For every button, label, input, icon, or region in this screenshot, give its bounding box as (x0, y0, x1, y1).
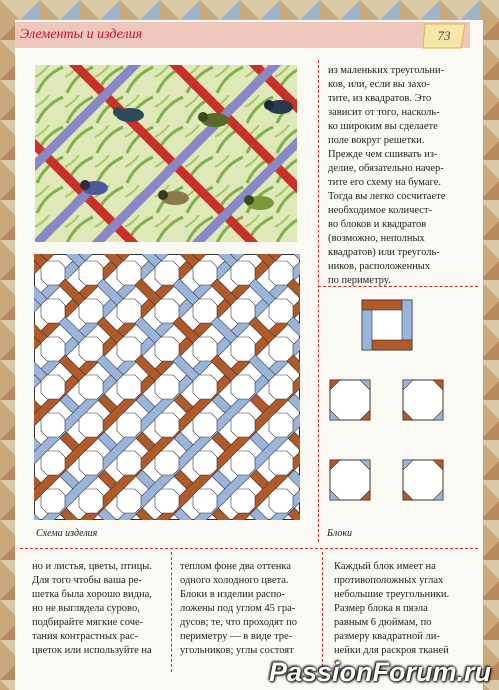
text-line: Размер блока в пяэла (334, 603, 428, 614)
text-line: ко широким вы сделаете (328, 121, 438, 132)
column-divider (318, 60, 319, 542)
octagon-block (269, 375, 293, 399)
text-line: поле вокруг решетки. (328, 135, 425, 146)
text-line: но и листья, цветы, птицы. (32, 561, 152, 572)
watermark: PassionForum.ru (268, 657, 491, 687)
octagon-block (155, 451, 179, 475)
text-line: подбирайте мягкие соче- (32, 617, 144, 628)
text-line: дусов; те, что проходят по (180, 617, 298, 628)
octagon-block (79, 261, 103, 285)
octagon-block (79, 489, 103, 513)
octagon-block (193, 375, 217, 399)
text-line: Прежде чем сшивать из- (328, 149, 438, 160)
text-line: угольников; углы состоят (180, 645, 294, 656)
text-line: но не выглядела сурово, (32, 603, 140, 614)
text-line: шетка была хорошо видна, (32, 589, 152, 600)
text-line: по периметру. (328, 275, 391, 286)
octagon-block (231, 337, 255, 361)
bottom-column-1 (32, 560, 168, 658)
text-line: делие, обязательно начер- (328, 163, 444, 174)
corner-triangle-block (403, 460, 443, 500)
octagon-block (117, 299, 141, 323)
octagon-block (41, 375, 65, 399)
text-line: цветок или используйте на (32, 645, 152, 656)
octagon-block (41, 413, 65, 437)
octagon-block (231, 299, 255, 323)
octagon-block (231, 451, 255, 475)
corner-triangle-block (330, 460, 370, 500)
text-line: во блоков и квадратов (328, 219, 427, 230)
octagon-block (79, 375, 103, 399)
bottom-divider (20, 548, 478, 549)
octagon-block (117, 261, 141, 285)
octagon-block (193, 451, 217, 475)
fabric-photo (35, 65, 297, 242)
octagon-block (269, 451, 293, 475)
scheme-caption: Схема изделия (36, 528, 98, 539)
octagon-block (117, 451, 141, 475)
text-line: необходимое количест- (328, 205, 433, 216)
octagon-block (193, 413, 217, 437)
text-line: Блоки в изделии распо- (180, 589, 285, 600)
text-line: теплом фоне два оттенка (180, 561, 292, 572)
text-line: Для того чтобы ваша ре- (32, 575, 142, 586)
octagon-block (79, 299, 103, 323)
octagon-block (193, 489, 217, 513)
octagon-block (231, 375, 255, 399)
blocks-caption: Блоки (327, 528, 353, 539)
octagon-block (155, 299, 179, 323)
text-line: тания контрастных рас- (32, 631, 138, 642)
octagon-block (79, 451, 103, 475)
octagon-block (193, 261, 217, 285)
text-line: ков, или, если вы захо- (328, 79, 430, 90)
octagon-block (41, 299, 65, 323)
octagon-block (269, 261, 293, 285)
octagon-block (117, 337, 141, 361)
text-line: из маленьких треугольни- (328, 65, 445, 76)
quilt-scheme-diagram (34, 254, 300, 520)
bottom-col-divider-2 (322, 552, 323, 672)
text-line: одного холодного цвета. (180, 575, 289, 586)
right-text-block (328, 64, 478, 288)
text-line: нейки для раскроя тканей (334, 645, 449, 656)
octagon-block (155, 413, 179, 437)
text-line: размеру квадратной ли- (334, 631, 440, 642)
octagon-block (155, 337, 179, 361)
octagon-block (117, 375, 141, 399)
page-number-text: 73 (437, 28, 451, 43)
octagon-block (117, 489, 141, 513)
text-line: Каждый блок имеет на (334, 561, 436, 572)
square-frame-block (362, 300, 412, 350)
octagon-block (193, 299, 217, 323)
page-title: Элементы и изделия (20, 27, 143, 42)
octagon-block (269, 489, 293, 513)
text-line: зависит от того, насколь- (328, 107, 440, 118)
page-number (421, 22, 467, 50)
octagon-block (41, 337, 65, 361)
text-line: квадратов) или треуголь- (328, 247, 440, 258)
octagon-block (231, 413, 255, 437)
bottom-column-3 (334, 560, 474, 658)
octagon-block (41, 489, 65, 513)
octagon-block (41, 261, 65, 285)
text-line: тите его схему на бумаге. (328, 177, 441, 188)
blocks-divider (318, 286, 478, 287)
octagon-block (79, 413, 103, 437)
text-line: небольшие треугольники. (334, 589, 450, 600)
octagon-block (155, 261, 179, 285)
text-line: периметру — в виде тре- (180, 631, 293, 642)
corner-triangle-block (403, 380, 443, 420)
octagon-block (269, 337, 293, 361)
octagon-block (231, 489, 255, 513)
text-line: ложены под углом 45 гра- (180, 603, 296, 614)
text-line: ников, расположенных (328, 261, 431, 272)
text-line: тите, из квадратов. Это (328, 93, 432, 104)
octagon-block (231, 261, 255, 285)
blocks-diagram (325, 295, 485, 520)
text-line: (возможно, неполных (328, 233, 425, 244)
octagon-block (155, 375, 179, 399)
text-line: противоположных углах (334, 575, 444, 586)
octagon-block (193, 337, 217, 361)
octagon-block (269, 299, 293, 323)
octagon-block (117, 413, 141, 437)
octagon-block (79, 337, 103, 361)
octagon-block (269, 413, 293, 437)
octagon-block (155, 489, 179, 513)
text-line: Тогда вы легко сосчитаете (328, 191, 446, 202)
bottom-column-2 (180, 560, 316, 658)
corner-triangle-block (330, 380, 370, 420)
text-line: равным 6 дюймам, по (334, 617, 432, 628)
octagon-block (41, 451, 65, 475)
bottom-col-divider-1 (171, 552, 172, 672)
